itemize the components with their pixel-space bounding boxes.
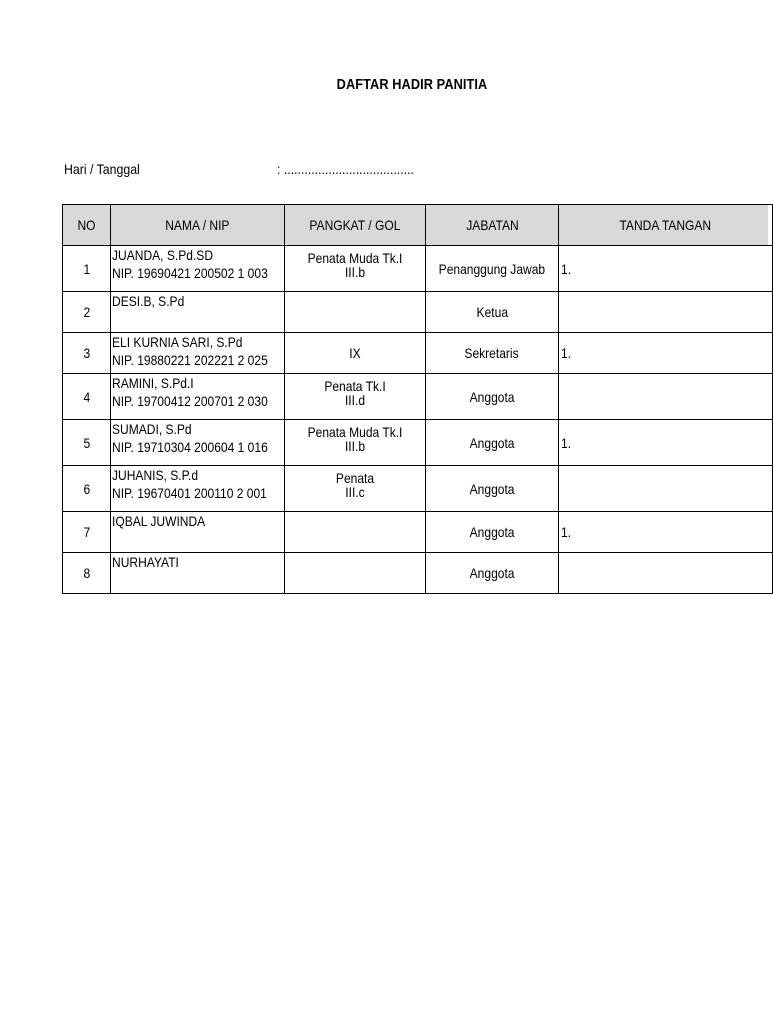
table-row [63,553,773,594]
cell-name [111,246,285,292]
member-nip: NIP. 19700412 200701 2 030 [112,393,268,409]
cell-tanda-tangan [559,292,773,333]
member-nip: NIP. 19670401 200110 2 001 [112,485,267,501]
cell-tanda-tangan: 1. [559,333,773,374]
header-no: NO [63,205,111,246]
header-jabatan: JABATAN [426,205,559,246]
cell-pangkat [285,246,426,292]
table-row [63,246,773,292]
cell-name [111,466,285,512]
cell-no: 7 [63,512,111,553]
cell-no: 4 [63,374,111,420]
member-name: RAMINI, S.Pd.I [112,375,194,391]
cell-no: 8 [63,553,111,594]
cell-no: 2 [63,292,111,333]
cell-jabatan: Sekretaris [426,333,559,374]
cell-name [111,553,285,594]
member-name: JUHANIS, S.P.d [112,467,199,483]
member-nip: NIP. 19690421 200502 1 003 [112,265,268,281]
cell-pangkat [285,553,426,594]
cell-tanda-tangan [559,466,773,512]
cell-jabatan: Anggota [426,466,559,512]
cell-jabatan: Anggota [426,553,559,594]
cell-name [111,512,285,553]
document-title: DAFTAR HADIR PANITIA [336,76,488,93]
header-tanda-tangan: TANDA TANGAN [559,205,773,246]
member-name: JUANDA, S.Pd.SD [112,247,214,263]
cell-no: 5 [63,420,111,466]
member-name: IQBAL JUWINDA [112,513,206,529]
gol-text: III.b [344,438,366,454]
table-row [63,333,773,374]
table-row [63,512,773,553]
cell-no: 1 [63,246,111,292]
cell-pangkat [285,420,426,466]
member-name: DESI.B, S.Pd [112,293,185,309]
gol-text: III.b [344,264,366,280]
member-name: SUMADI, S.Pd [112,421,192,437]
header-nama-nip: NAMA / NIP [111,205,285,246]
gol-text: III.d [344,392,366,408]
table-header-row [63,205,773,246]
table-row [63,292,773,333]
cell-jabatan: Anggota [426,420,559,466]
attendance-table-container [62,204,712,581]
cell-pangkat [285,292,426,333]
pangkat-text: Penata Muda Tk.I [307,424,403,440]
gol-text: III.c [345,484,365,500]
member-nip: NIP. 19710304 200604 1 016 [112,439,268,455]
cell-name [111,333,285,374]
cell-pangkat [285,333,426,374]
cell-tanda-tangan: 1. [559,512,773,553]
cell-no: 6 [63,466,111,512]
header-pangkat-gol: PANGKAT / GOL [285,205,426,246]
cell-jabatan: Anggota [426,374,559,420]
table-row [63,466,773,512]
pangkat-text: Penata Muda Tk.I [307,250,403,266]
cell-jabatan: Ketua [426,292,559,333]
member-nip: NIP. 19880221 202221 2 025 [112,352,268,368]
member-name: NURHAYATI [112,554,179,570]
cell-pangkat [285,466,426,512]
pangkat-text: Penata Tk.I [324,378,386,394]
cell-name [111,420,285,466]
cell-pangkat [285,512,426,553]
pangkat-text: Penata [335,470,375,486]
cell-jabatan: Anggota [426,512,559,553]
cell-no: 3 [63,333,111,374]
member-name: ELI KURNIA SARI, S.Pd [112,334,243,350]
attendance-table [62,204,773,594]
cell-name [111,292,285,333]
cell-name [111,374,285,420]
cell-tanda-tangan [559,553,773,594]
pangkat-text: IX [349,345,361,361]
cell-tanda-tangan [559,374,773,420]
date-field-label: Hari / Tanggal [64,161,140,177]
table-row [63,374,773,420]
date-field-value: : ...................................... [277,161,414,177]
cell-jabatan: Penanggung Jawab [426,246,559,292]
cell-pangkat [285,374,426,420]
cell-tanda-tangan: 1. [559,420,773,466]
table-row [63,420,773,466]
cell-tanda-tangan: 1. [559,246,773,292]
